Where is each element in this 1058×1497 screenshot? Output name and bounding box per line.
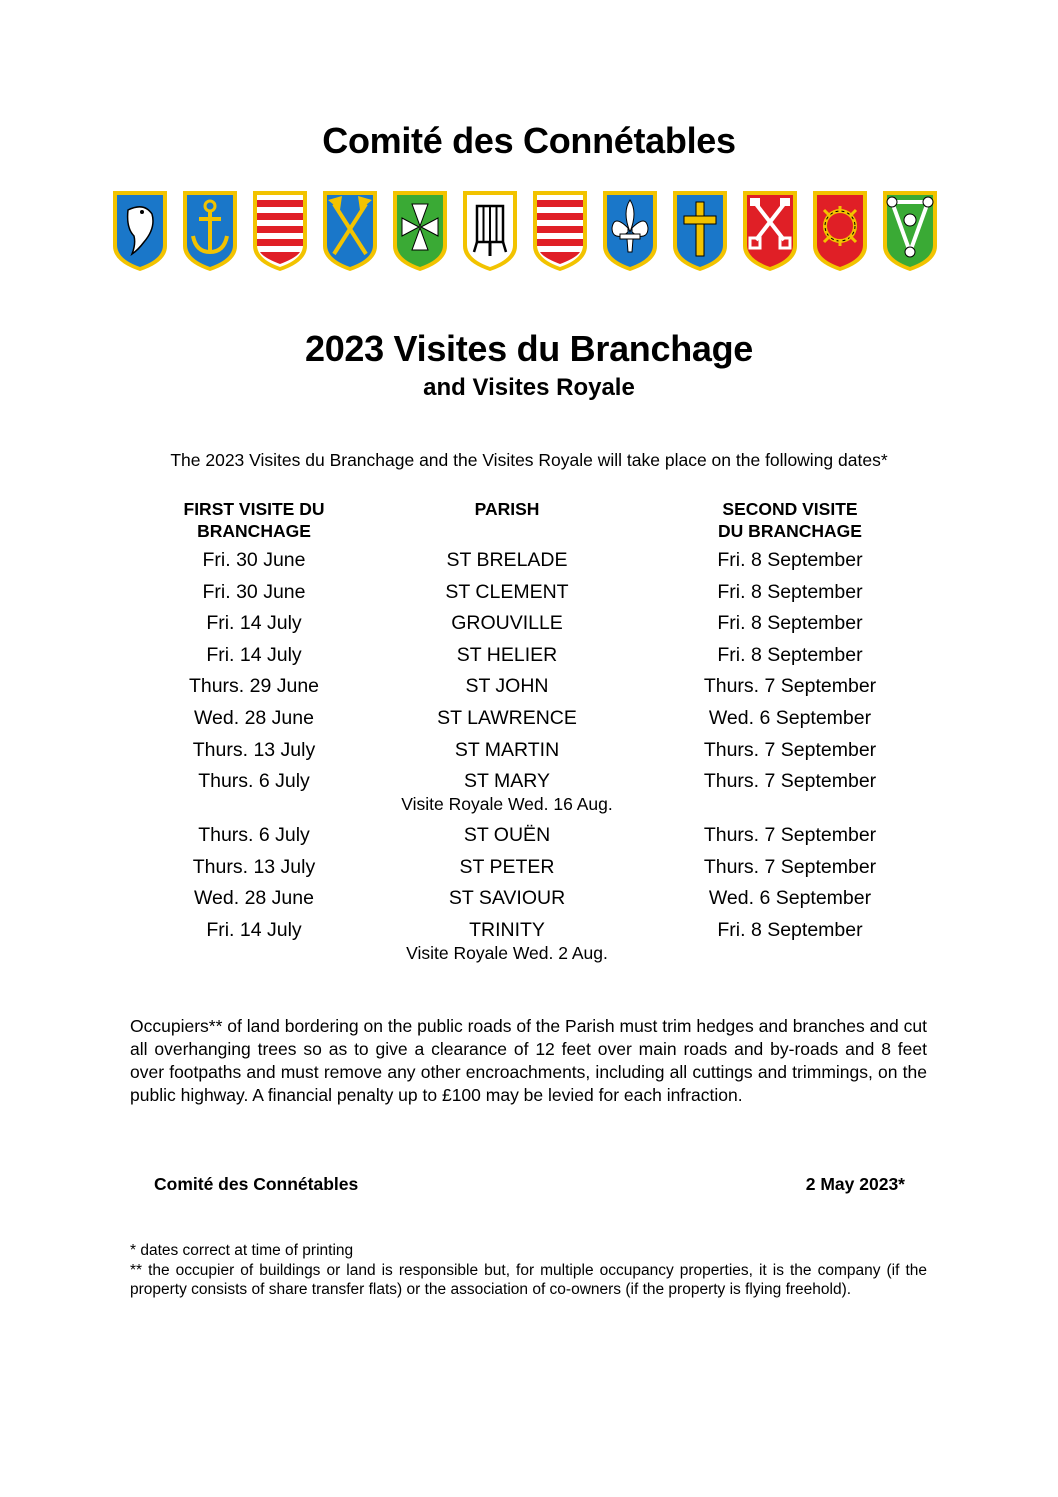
main-title: 2023 Visites du Branchage [304,328,754,369]
first-visit-date: Thurs. 6 July [198,770,310,793]
table-row [0,608,1058,640]
table-row [0,545,1058,577]
second-visit-header [670,498,910,542]
parish-name: ST MARY [464,770,550,793]
parish-name: ST BRELADE [446,549,568,571]
intro-text: The 2023 Visites du Branchage and the Visites Royale will take place on the following dates* [170,450,888,470]
first-visit-header [154,498,354,542]
parish-crests [110,188,940,274]
table-row [0,820,1058,852]
footnote: * dates correct at time of printing [130,1242,354,1259]
first-visit-date: Fri. 14 July [206,643,302,666]
crossed-keys-crest-icon [740,188,800,274]
occupiers-notice: Occupiers** of land bordering on the public roads of the Parish must trim hedges and branches and cut all overhanging trees so as to give a clearance of 12 feet over main roads and by-roads and 8 feet over footpaths and must remove any other encroachments, including all cuttings and trimmings, on the public highway. A financial penalty up to £100 may be levied for each infraction. [130,1016,927,1105]
second-visit-date: Fri. 8 September [717,549,863,571]
parish-name: TRINITY [469,918,545,941]
second-visit-date: Thurs. 7 September [703,770,877,793]
second-visit-date: Fri. 8 September [717,643,863,666]
first-visit-date: Wed. 28 June [194,887,314,910]
maltese-cross-crest-icon [390,188,450,274]
parish-header [407,498,607,520]
red-stripes-crest-icon [250,188,310,274]
table-row [0,852,1058,884]
trinity-diagram-crest-icon [880,188,940,274]
first-visit-date: Thurs. 6 July [198,824,310,847]
first-visit-date: Thurs. 29 June [188,675,320,698]
table-row [0,915,1058,969]
signature-date: 2 May 2023* [805,1174,905,1194]
table-row [0,671,1058,703]
first-visit-date: Fri. 30 June [202,549,306,571]
fleur-de-lis-crest-icon [600,188,660,274]
dates-table [0,545,1058,969]
cross-crest-icon [670,188,730,274]
first-visit-date: Thurs. 13 July [192,738,316,761]
parish-cell [357,919,657,964]
first-visit-date: Fri. 30 June [202,580,306,603]
second-visit-date: Fri. 8 September [717,612,863,635]
parish-name: ST JOHN [465,675,549,698]
gridiron-crest-icon [460,188,520,274]
parish-header-label: PARISH [474,499,540,519]
second-visit-date: Fri. 8 September [717,918,863,941]
signature-org: Comité des Connétables [154,1174,359,1194]
parish-name: ST MARTIN [454,738,560,761]
parish-name: ST CLEMENT [445,580,569,603]
second-visit-date: Wed. 6 September [708,706,872,729]
crown-of-thorns-crest-icon [810,188,870,274]
red-stripes-crest-icon [530,188,590,274]
footnote: ** the occupier of buildings or land is responsible but, for multiple occupancy properties, it is the company (if the property consists of share transfer flats) or the association of co-owners (if the property is flying freehold). [130,1261,927,1298]
parish-name: ST SAVIOUR [448,887,566,910]
footnotes [130,1241,927,1300]
table-row [0,766,1058,820]
parish-cell [357,770,657,815]
table-row [0,883,1058,915]
table-row [0,703,1058,735]
second-visit-date: Thurs. 7 September [703,738,877,761]
first-visit-header-line2: BRANCHAGE [197,521,311,541]
second-visit-date: Wed. 6 September [708,887,872,910]
parish-name: ST HELIER [456,643,558,666]
first-visit-date: Fri. 14 July [206,918,302,941]
first-visit-date: Wed. 28 June [194,706,314,729]
second-visit-date: Fri. 8 September [717,580,863,603]
second-visit-date: Thurs. 7 September [703,824,877,847]
sub-title: and Visites Royale [423,374,635,401]
first-visit-header-line1: FIRST VISITE DU [183,499,325,519]
second-visit-date: Thurs. 7 September [703,675,877,698]
parish-name: ST OUËN [463,824,551,847]
table-row [0,735,1058,767]
parish-name: GROUVILLE [451,612,563,635]
second-visit-date: Thurs. 7 September [703,855,877,878]
second-visit-header-line2: DU BRANCHAGE [718,521,862,541]
crossed-axes-crest-icon [320,188,380,274]
table-row [0,577,1058,609]
first-visit-date: Thurs. 13 July [192,855,316,878]
second-visit-header-line1: SECOND VISITE [722,499,858,519]
first-visit-date: Fri. 14 July [206,612,302,635]
anchor-crest-icon [180,188,240,274]
table-row [0,640,1058,672]
visite-royale-note: Visite Royale Wed. 2 Aug. [406,942,608,963]
parish-name: ST LAWRENCE [437,706,577,729]
org-title: Comité des Connétables [322,120,736,161]
visite-royale-note: Visite Royale Wed. 16 Aug. [401,794,613,815]
fish-crest-icon [110,188,170,274]
parish-name: ST PETER [459,855,555,878]
